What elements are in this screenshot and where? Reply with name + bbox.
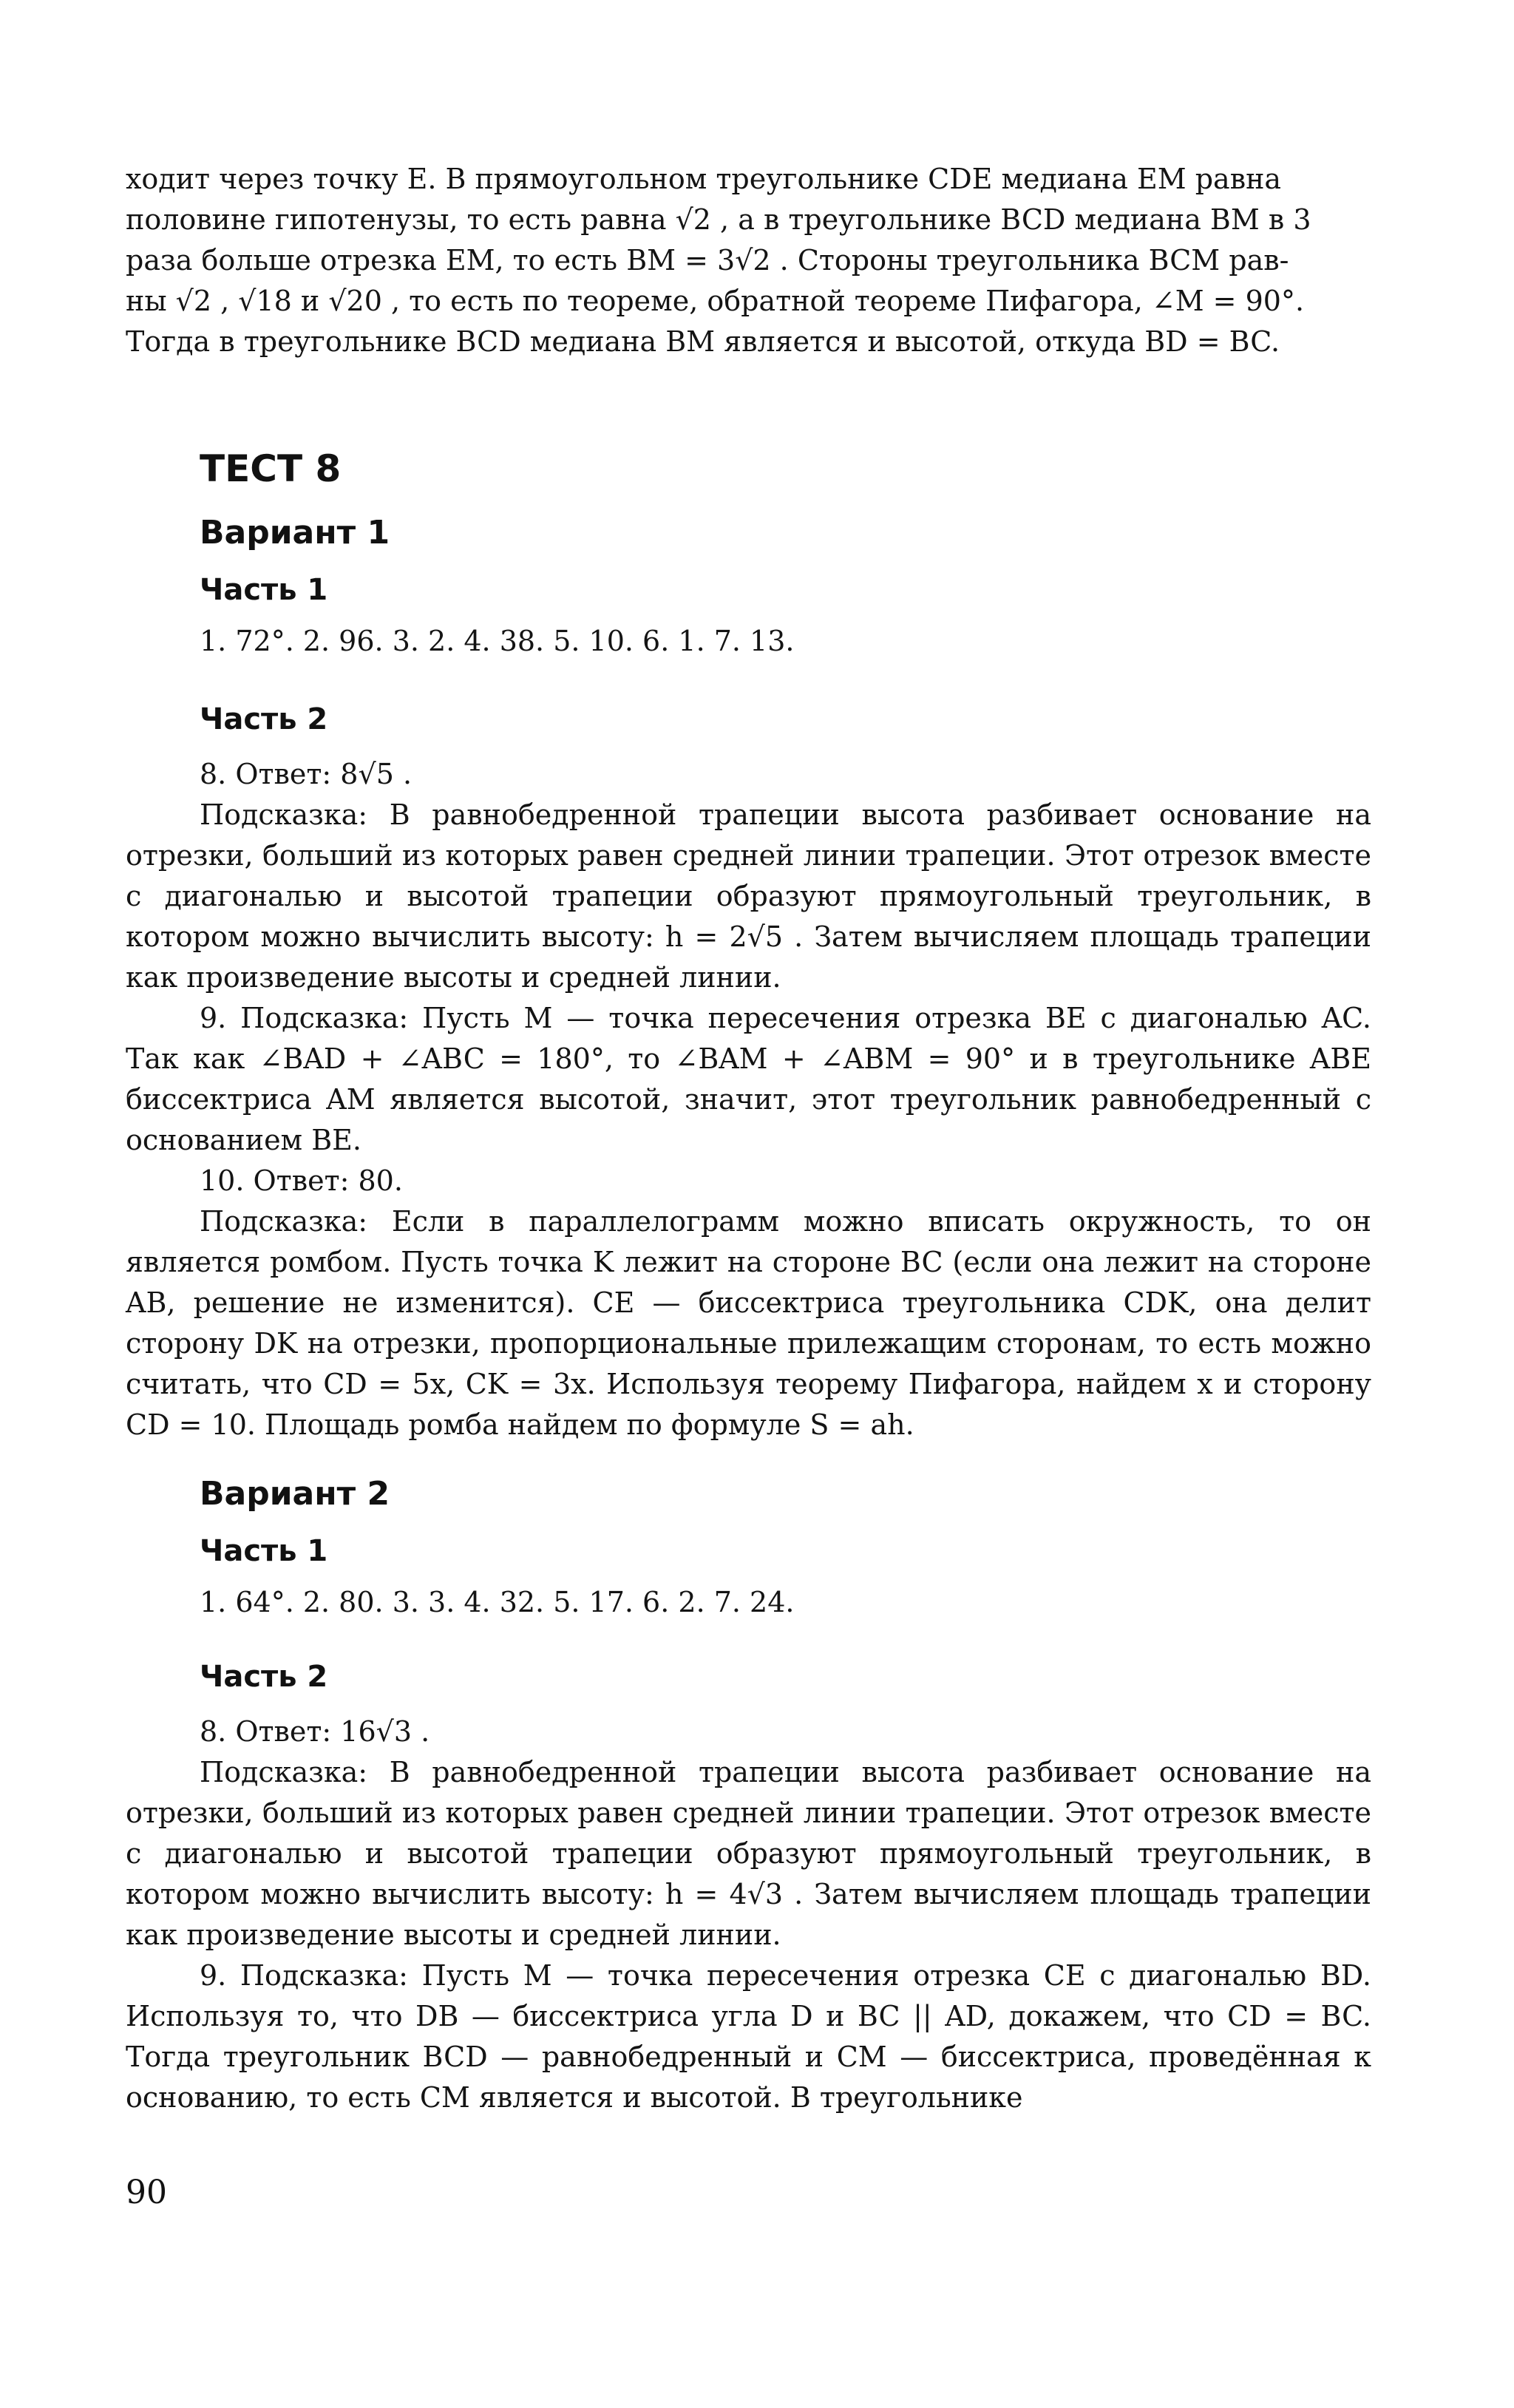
part-heading: Часть 1 xyxy=(200,1534,328,1568)
hint-8: Подсказка: В равнобедренной трапеции высота разбивает основание на отрезки, больший из которых равен средней линии трапеции. Этот отрезок вместе с диагональю и высотой трапеции образуют прямоугольный треугольник, в котором можно вычислить высоту: h = 2√5 . Затем вычисляем площадь трапеции как произведение высоты и средней линии. xyxy=(126,798,1371,994)
answer-9: 9. Подсказка: Пусть M — точка пересечения отрезка BE с диагональю AC. Так как ∠BAD + ∠ABC = 180°, то ∠BAM + ∠ABM = 90° и в треугольнике ABE биссектриса AM является высотой, значит, этот треугольник равнобедренный с основанием BE. xyxy=(126,1002,1371,1156)
answer-8: 8. Ответ: 8√5 . xyxy=(200,758,413,790)
answers-line: 1. 64°. 2. 80. 3. 3. 4. 32. 5. 17. 6. 2. 7. 24. xyxy=(200,1586,795,1618)
text-line: раза больше отрезка EM, то есть BM = 3√2 . Стороны треугольника BCM рав- xyxy=(126,244,1289,277)
answers-line: 1. 72°. 2. 96. 3. 2. 4. 38. 5. 10. 6. 1. 7. 13. xyxy=(200,625,795,657)
continued-solution xyxy=(126,159,1371,362)
text-line: ходит через точку E. В прямоугольном треугольнике CDE медиана EM равна xyxy=(126,163,1282,195)
text-line: Тогда в треугольнике BCD медиана BM является и высотой, откуда BD = BC. xyxy=(126,325,1280,358)
test-heading: ТЕСТ 8 xyxy=(200,447,342,490)
text-line: половине гипотенузы, то есть равна √2 , а в треугольнике BCD медиана BM в 3 xyxy=(126,203,1311,236)
text-line: ны √2 , √18 и √20 , то есть по теореме, обратной теореме Пифагора, ∠M = 90°. xyxy=(126,285,1305,317)
hint-8: Подсказка: В равнобедренной трапеции высота разбивает основание на отрезки, больший из которых равен средней линии трапеции. Этот отрезок вместе с диагональю и высотой трапеции образуют прямоугольный треугольник, в котором можно вычислить высоту: h = 4√3 . Затем вычисляем площадь трапеции как произведение высоты и средней линии. xyxy=(126,1756,1371,1951)
part-heading: Часть 2 xyxy=(200,702,328,736)
answer-8: 8. Ответ: 16√3 . xyxy=(200,1715,430,1748)
variant-heading: Вариант 1 xyxy=(200,514,390,552)
answer-10: 10. Ответ: 80. xyxy=(200,1164,403,1197)
part-heading: Часть 1 xyxy=(200,573,328,607)
hint-10: Подсказка: Если в параллелограмм можно вписать окружность, то он является ромбом. Пусть точка K лежит на стороне BC (если она лежит на стороне AB, решение не изменится). CE — биссектриса треугольника CDK, она делит сторону DK на отрезки, пропорциональные прилежащим сторонам, то есть можно считать, что CD = 5x, CK = 3x. Используя теорему Пифагора, найдем x и сторону CD = 10. Площадь ромба найдем по формуле S = ah. xyxy=(126,1205,1371,1441)
part-heading: Часть 2 xyxy=(200,1660,328,1694)
variant-heading: Вариант 2 xyxy=(200,1475,390,1513)
answer-9: 9. Подсказка: Пусть M — точка пересечения отрезка CE с диагональю BD. Используя то, что DB — биссектриса угла D и BC || AD, докажем, что CD = BC. Тогда треугольник BCD — равнобедренный и CM — биссектриса, проведённая к основанию, то есть CM является и высотой. В треугольнике xyxy=(126,1959,1371,2114)
page-number: 90 xyxy=(126,2174,167,2211)
variant2-part2-solutions xyxy=(126,1712,1371,2118)
variant1-part2-solutions xyxy=(126,754,1371,1445)
